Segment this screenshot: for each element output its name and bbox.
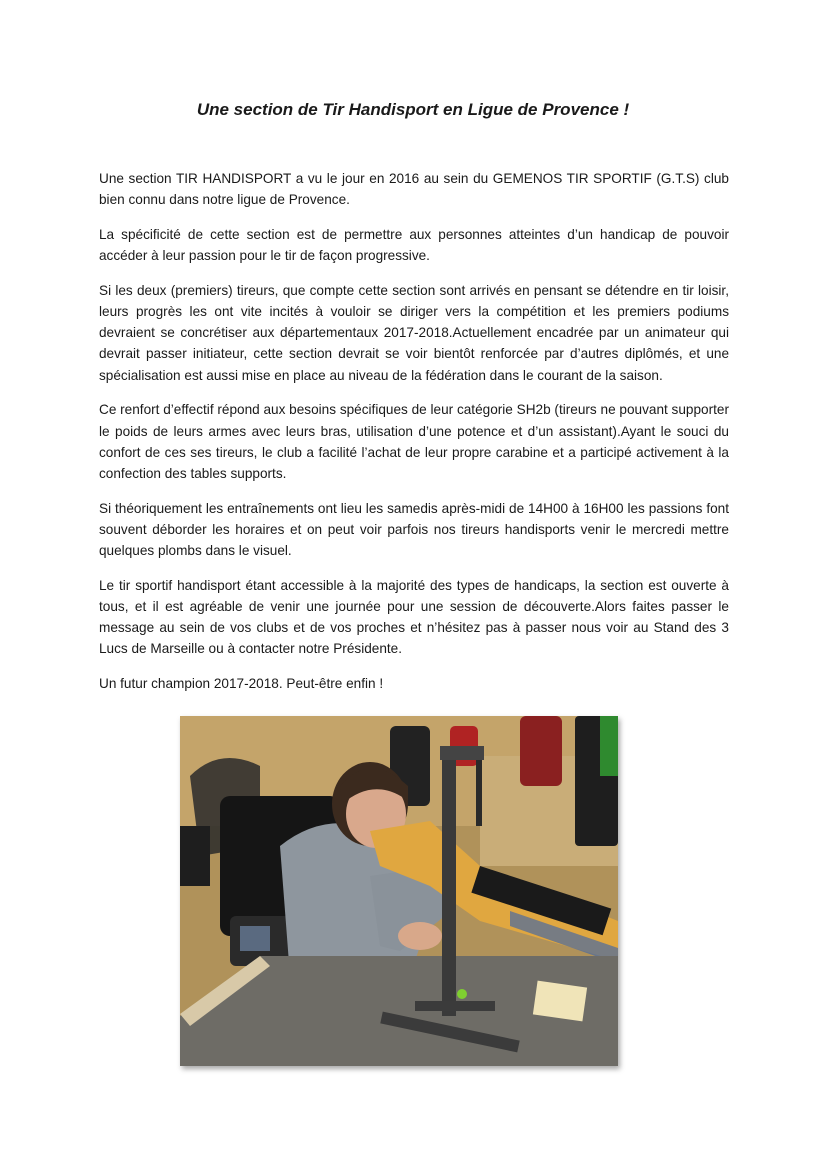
paragraph-progress: Si les deux (premiers) tireurs, que compte cette section sont arrivés en pensant se détendre en tir loisir, leurs progrès les ont vite incités à vouloir se diriger vers la compétition et les premiers podiums devraient se concrétiser aux départementaux 2017-2018.Actuellement encadrée par un animateur qui devrait passer initiateur, cette section devrait se voir bientôt renforcée par d’autres diplômés, et une spécialisation est aussi mise en place au niveau de la fédération dans le courant de la saison. (99, 282, 729, 383)
paragraph-closing: Un futur champion 2017-2018. Peut-être enfin ! (99, 676, 384, 692)
article-body (99, 168, 729, 708)
paragraph-specificity: La spécificité de cette section est de permettre aux personnes atteintes d’un handicap de pouvoir accéder à leur passion pour le tir de façon progressive. (99, 226, 729, 264)
shooter-photo-illustration (180, 716, 618, 1066)
paragraph-schedule: Si théoriquement les entraînements ont lieu les samedis après-midi de 14H00 à 16H00 les passions font souvent déborder les horaires et on peut voir parfois nos tireurs handisports venir le mercredi mettre quelques plombs dans le visuel. (99, 500, 729, 559)
paragraph-intro: Une section TIR HANDISPORT a vu le jour en 2016 au sein du GEMENOS TIR SPORTIF (G.T.S) club bien connu dans notre ligue de Provence. (99, 171, 729, 208)
shooter-photo (180, 716, 618, 1066)
paragraph-category: Ce renfort d’effectif répond aux besoins spécifiques de leur catégorie SH2b (tireurs ne pouvant supporter le poids de leurs armes avec leurs bras, utilisation d’une potence et d’un assistant).Ayant le souci du confort de ces ses tireurs, le club a facilité l’achat de leur propre carabine et a participé activement à la confection des tables supports. (99, 402, 729, 481)
page-title: Une section de Tir Handisport en Ligue de Provence ! (196, 100, 630, 119)
paragraph-invitation: Le tir sportif handisport étant accessible à la majorité des types de handicaps, la section est ouverte à tous, et il est agréable de venir une journée pour une session de découverte.Alors faites passer le message au sein de vos clubs et de vos proches et n’hésitez pas à passer nous voir au Stand des 3 Lucs de Marseille ou à contacter notre Présidente. (99, 577, 729, 657)
